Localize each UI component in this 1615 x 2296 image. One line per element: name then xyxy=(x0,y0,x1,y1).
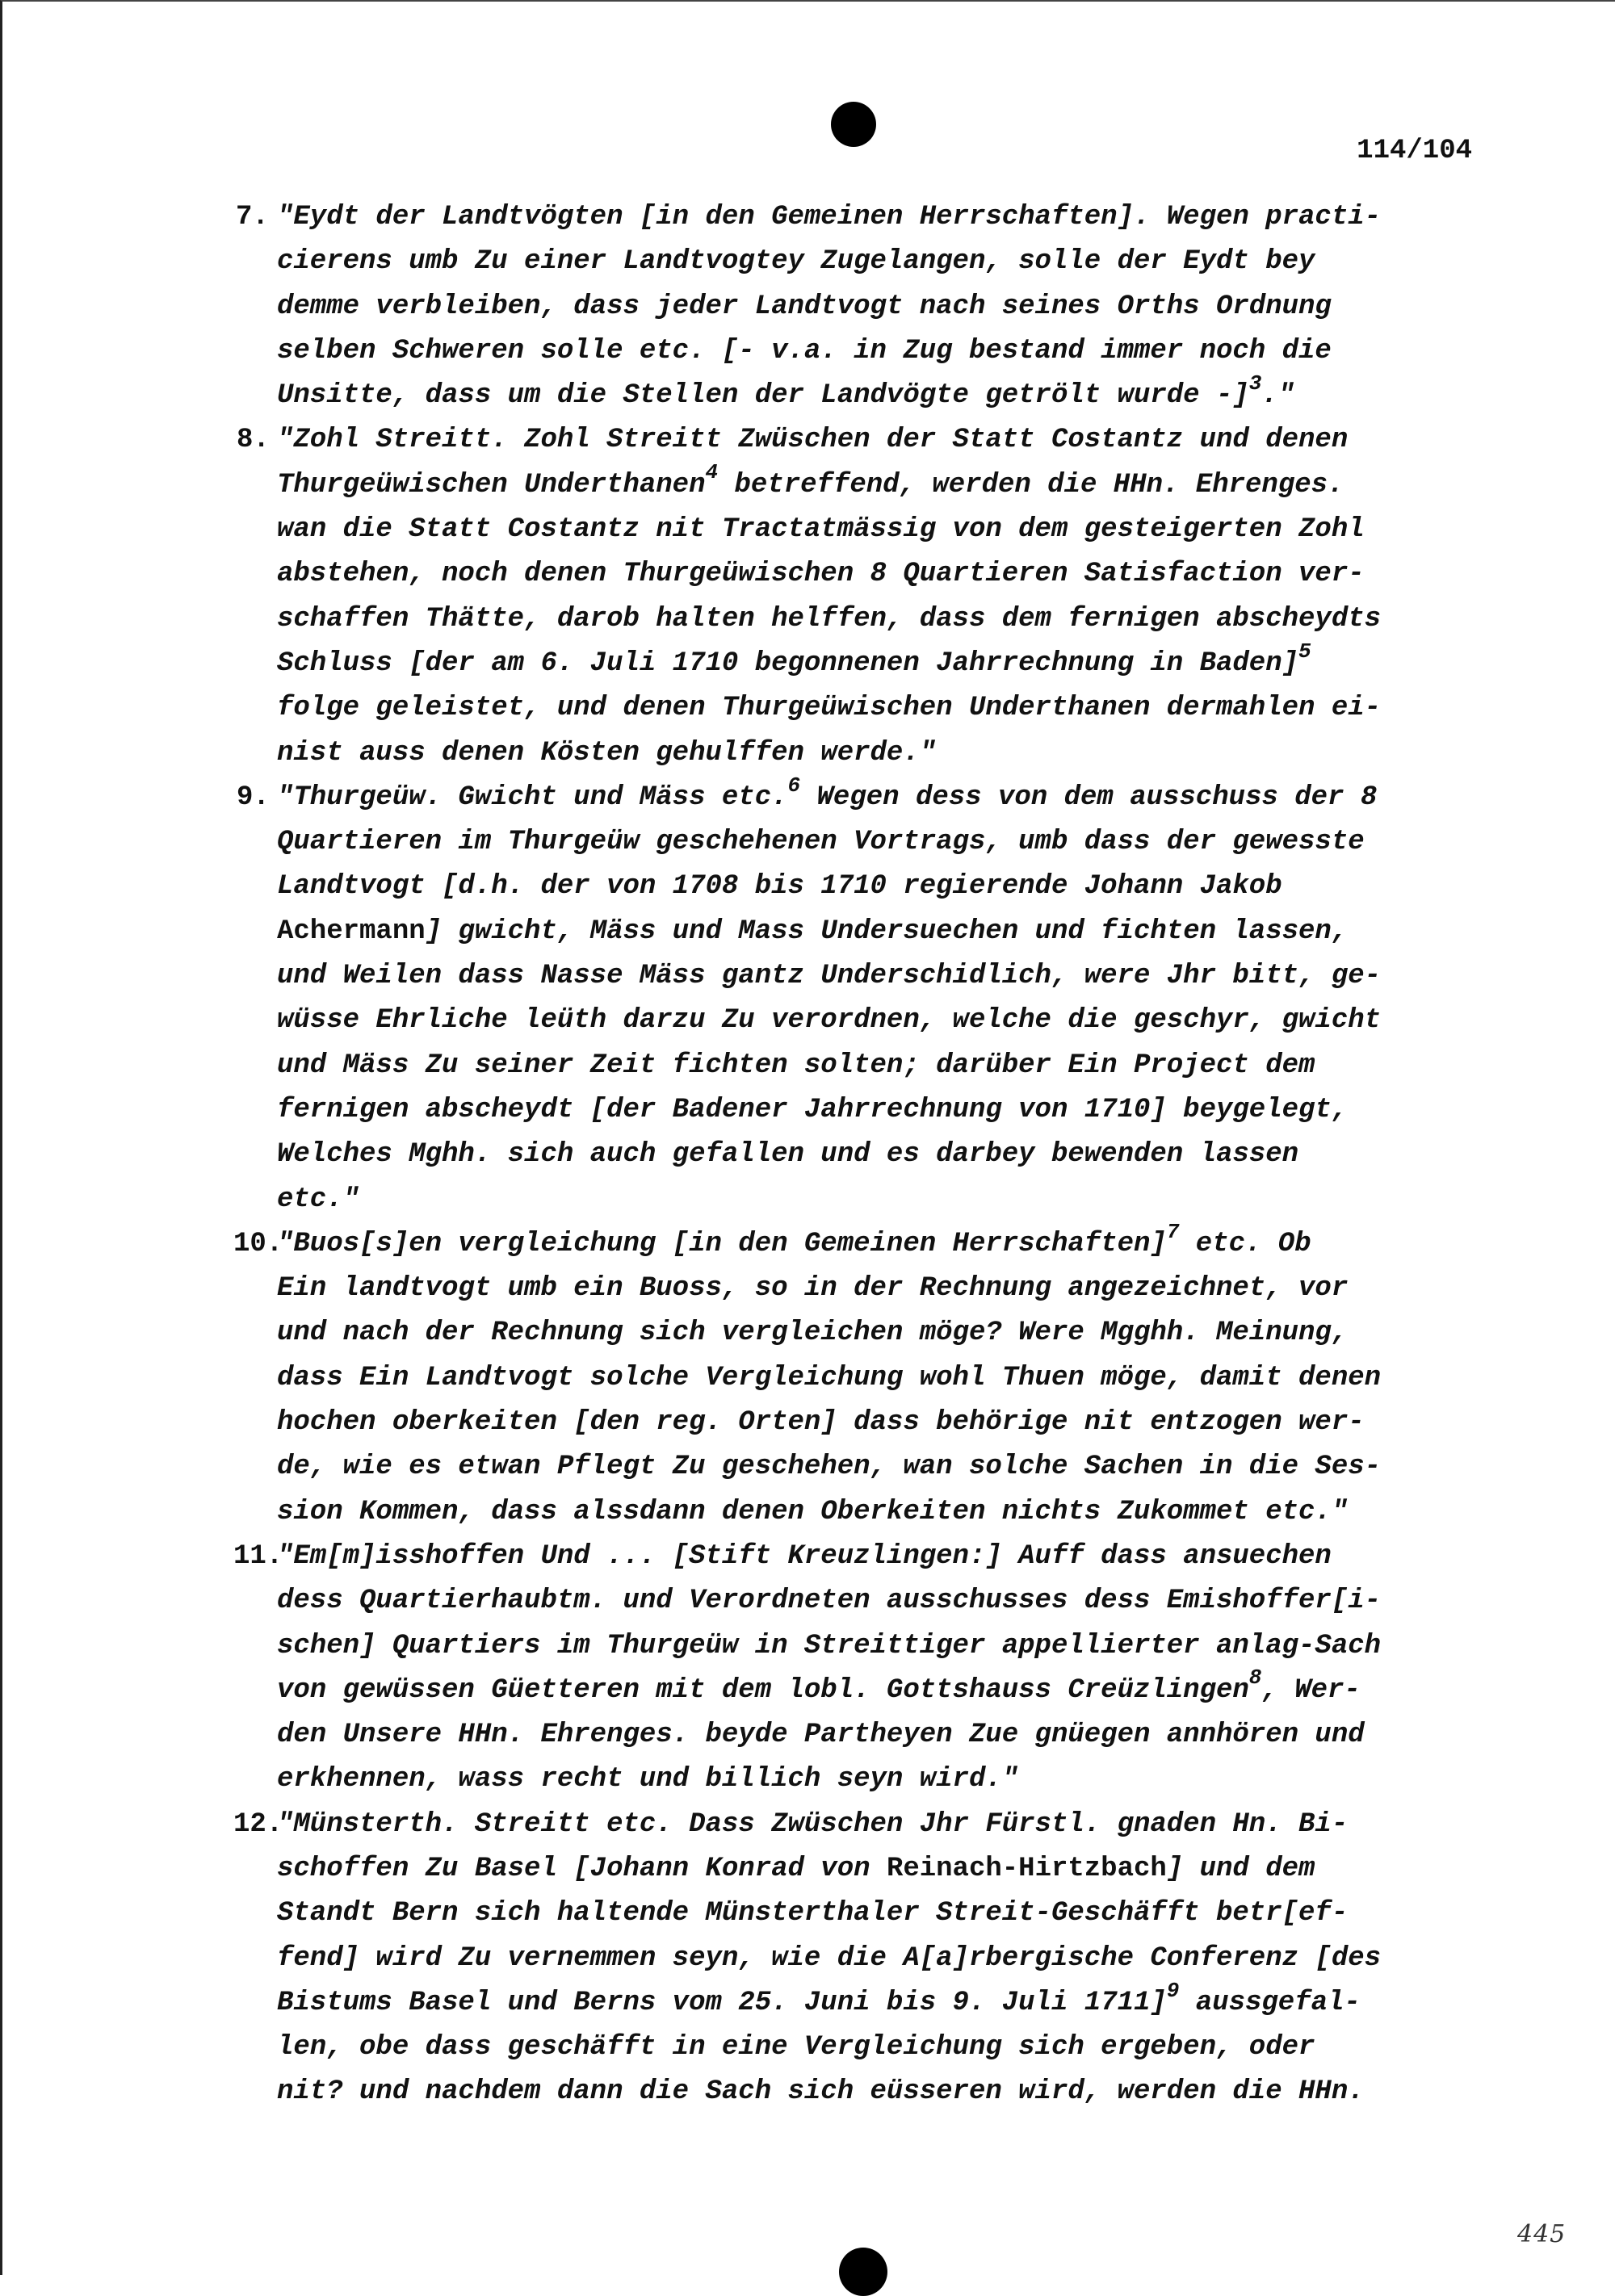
entry-12-number: 12. xyxy=(233,1808,283,1840)
person-name-reinach-hirtzbach: Reinach-Hirtzbach xyxy=(886,1853,1167,1884)
entry-8-number: 8. xyxy=(237,425,270,456)
entry-12-line-1: 12. "Münsterth. Streitt etc. Dass Zwüschen Jhr Fürstl. gnaden Hn. Bi- xyxy=(237,1803,1496,1847)
handwritten-folio-number: 445 xyxy=(1517,2220,1567,2248)
entry-9-line-1: 9. "Thurgeüw. Gwicht und Mäss etc.$^6$ Wegen dess von dem ausschuss der 8 xyxy=(237,776,1496,820)
footnote-9: 9 xyxy=(1166,1978,1180,2003)
entry-11-line-1: 11. "Em[m]isshoffen Und ... [Stift Kreuzlingen:] Auff dass ansuechen xyxy=(237,1535,1496,1579)
entry-7-number: 7. xyxy=(236,202,269,233)
footnote-8: 8 xyxy=(1248,1665,1262,1691)
entry-11-number: 11. xyxy=(233,1540,283,1572)
footnote-5: 5 xyxy=(1298,639,1311,664)
person-name-achermann: Achermann xyxy=(277,915,426,947)
entry-8-line-1: 8. "Zohl Streitt. Zohl Streitt Zwüschen der Statt Costantz und denen xyxy=(237,418,1496,463)
entry-10-number: 10. xyxy=(233,1228,283,1259)
footnote-6: 6 xyxy=(787,773,801,798)
entry-7-line-1: 7. "Eydt der Landtvögten [in den Gemeinen Herrschaften]. Wegen practi- xyxy=(237,195,1496,240)
punch-hole-top xyxy=(831,102,876,147)
footnote-3: 3 xyxy=(1248,371,1262,396)
entry-10-line-1: 10. "Buos[s]en vergleichung [in den Gemeinen Herrschaften]$^7$ etc. Ob xyxy=(237,1222,1496,1267)
entry-9-number: 9. xyxy=(237,781,270,813)
footnote-7: 7 xyxy=(1166,1219,1180,1244)
punch-hole-bottom xyxy=(839,2248,887,2296)
footnote-4: 4 xyxy=(705,460,719,485)
page-number: 114/104 xyxy=(1357,136,1472,166)
entries-list: 7. "Eydt der Landtvögten [in den Gemeinen Herrschaften]. Wegen practi- cierens umb Zu einer Landtvogtey Zugelangen, solle der Eydt bey demme verbleiben, dass jeder Landtvogt nach seines Orths Ordnung selben Schweren solle etc. [- v.a. in Zug bestand immer noch die Unsitte, dass um die Stellen der Landvögte getrölt wurde -]$^3$." 8. "Zohl Streitt. Zohl Streitt Zwüschen der Statt Costantz und denen Thurgeüwischen Underthanen$^4$ betreffend, werden die HHn. Ehrenges. wan die Statt Costantz nit Tractatmässig von dem gesteigerten Zohl abstehen, noch denen Thurgeüwischen 8 Quartieren Satisfaction ver- schaffen Thätte, darob halten helffen, dass dem fernigen abscheydts Schluss [der am 6. Juli 1710 begonnenen Jahrrechnung in Baden]$^5$ folge geleistet, und denen Thurgeüwischen Underthanen dermahlen ei- nist auss denen Kösten gehulffen werde." 9. "Thurgeüw. Gwicht und Mäss etc.$^6$ Wegen dess von dem ausschuss der 8 Quartieren im Thurgeüw geschehenen Vortrags, umb dass der gewesste Landtvogt [d.h. der von 1708 bis 1710 regierende Johann Jakob Achermann] gwicht, Mäss und Mass Undersuechen und fichten lassen, und Weilen dass Nasse Mäss gantz Underschidlich, were Jhr bitt, ge- wüsse Ehrliche leüth darzu Zu verordnen, welche die geschyr, gwicht und Mäss Zu seiner Zeit fichten solten; darüber Ein Project dem fernigen abscheydt [der Badener Jahrrechnung von 1710] beygelegt, Welches Mghh. sich auch gefallen und es darbey bewenden lassen etc." 10. "Buos[s]en vergleichung [in den Gemeinen Herrschaften]$^7$ etc. Ob Ein landtvogt umb ein Buoss, so in der Rechnung angezeichnet, vor und nach der Rechnung sich vergleichen möge? Were Mgghh. Meinung, dass Ein Landtvogt solche Vergleichung wohl Thuen möge, damit denen hochen oberkeiten [den reg. Orten] dass behörige nit entzogen wer- de, wie es etwan Pflegt Zu geschehen, wan solche Sachen in die Ses- sion Kommen, dass alssdann denen Oberkeiten nichts Zukommet etc." 11. "Em[m]isshoffen Und ... [Stift Kreuzlingen:] Auff dass ansuechen dess Quartierhaubtm. und Verordneten ausschusses dess Emishoffer[i- schen] Quartiers im Thurgeüw in Streittiger appellierter anlag-Sach von gewüssen Güetteren mit dem lobl. Gottshauss Creüzlingen$^8$, Wer- den Unsere HHn. Ehrenges. beyde Partheyen Zue gnüegen annhören und erkhennen, wass recht und billich seyn wird." 12. "Münsterth. Streitt etc. Dass Zwüschen Jhr Fürstl. gnaden Hn. Bi- schoffen Zu Basel [Johann Konrad von Reinach-Hirtzbach] und dem Standt Bern sich haltende Münsterthaler Streit-Geschäfft betr[ef- fend] wird Zu vernemmen seyn, wie die A[a]rbergische Conferenz [des Bistums Basel und Berns vom 25. Juni bis 9. Juli 1711]$^9$ aussgefal- len, obe dass geschäfft in eine Vergleichung sich ergeben, oder nit? und nachdem dann die Sach sich eüsseren wird, werden die HHn. xyxy=(237,195,1496,2115)
